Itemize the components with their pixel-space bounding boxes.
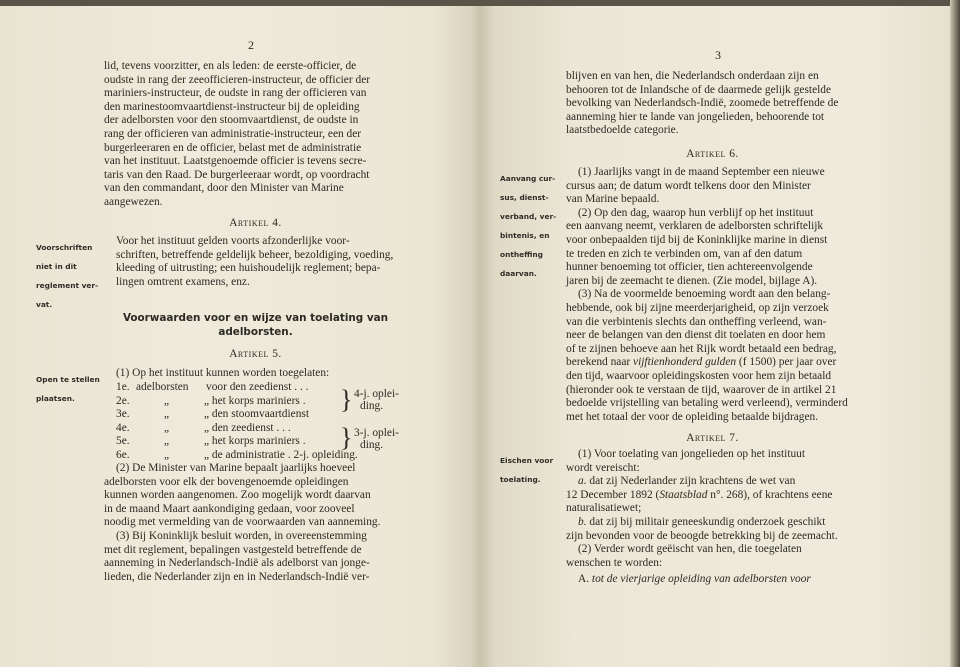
margin-note-line: plaatsen. bbox=[36, 394, 75, 404]
list-item-subject: „ bbox=[164, 394, 170, 407]
list-item-number: 5e. bbox=[116, 435, 130, 448]
text-line: den tijd, waarvoor opleidingskosten voor hem zijn betaald bbox=[566, 370, 832, 382]
text-line: aanneming in Nederlandsch-Indië als adelborst van jonge- bbox=[104, 557, 370, 570]
brace-note-line: ding. bbox=[360, 400, 384, 412]
text-line: neer de belangen van den dienst dit toelaten en door hem bbox=[566, 329, 826, 342]
list-item-subject: „ bbox=[164, 421, 170, 434]
item-letter: a. bbox=[578, 475, 587, 488]
text-line: kunnen worden aangenomen. Zoo mogelijk wordt daarvan bbox=[104, 489, 371, 502]
article-7-line bbox=[566, 489, 859, 503]
brace-note-line: 4-j. oplei- bbox=[354, 388, 399, 400]
list-item-subject: adelborsten bbox=[136, 381, 189, 393]
text-span: berekend naar bbox=[566, 356, 634, 368]
article-6-heading: Artikel 6. bbox=[686, 148, 739, 160]
text-line: aanneming hier te lande van jongelieden, behoorende tot bbox=[566, 110, 825, 123]
margin-note-line: Voorschriften bbox=[36, 243, 93, 253]
margin-note-line: toelating. bbox=[500, 475, 541, 485]
text-line: laatstbedoelde categorie. bbox=[566, 124, 679, 137]
margin-note-line: bintenis, en bbox=[500, 231, 550, 241]
brace-note-line: 3-j. oplei- bbox=[354, 427, 399, 439]
section-heading bbox=[104, 311, 407, 339]
margin-note-line: reglement ver- bbox=[36, 281, 99, 291]
brace-symbol: } bbox=[340, 385, 353, 414]
text-line: of te zijnen behoeve aan het Rijk wordt betaald een bedrag, bbox=[566, 342, 837, 355]
text-line: van Marine bepaald. bbox=[566, 193, 660, 206]
text-line: lid, tevens voorzitter, en als leden: de eerste-officier, de bbox=[104, 60, 357, 72]
list-item-service: „ den stoomvaartdienst bbox=[204, 408, 310, 421]
text-line: rang der officieren van administratie-instructeur, een der bbox=[104, 127, 362, 140]
italic-amount: vijftienhonderd gulden bbox=[633, 356, 737, 368]
brace-note-4j bbox=[354, 388, 414, 412]
page-number: 3 bbox=[715, 48, 721, 62]
text-line: lieden, die Nederlander zijn en in Nederlandsch-Indië ver- bbox=[104, 570, 370, 583]
article-7-line: wordt vereischt: bbox=[566, 461, 640, 474]
article-7-line: (1) Voor toelating van jongelieden op het instituut bbox=[578, 448, 806, 460]
brace-note-3j bbox=[354, 427, 414, 451]
text-line: cursus aan; de datum wordt telkens door den Minister bbox=[566, 179, 811, 192]
article-7-heading: Artikel 7. bbox=[686, 432, 739, 444]
article-7-line bbox=[566, 475, 859, 489]
text-span: A. bbox=[578, 573, 592, 586]
italic-clause: tot de vierjarige opleiding van adelborsten voor bbox=[591, 573, 811, 586]
list-item-subject: „ bbox=[164, 435, 170, 448]
article-5-heading: Artikel 5. bbox=[229, 348, 282, 360]
margin-note-line: vat. bbox=[36, 300, 53, 310]
text-line: (1) Jaarlijks vangt in de maand September een nieuwe bbox=[578, 166, 825, 178]
text-span: dat zij Nederlander zijn krachtens de wet van bbox=[586, 475, 796, 488]
article-6-line-amount bbox=[566, 356, 859, 370]
list-item-service: „ de administratie . 2-j. opleiding. bbox=[204, 448, 358, 461]
margin-note-line: niet in dit bbox=[36, 262, 77, 272]
list-item-service: voor den zeedienst . . . bbox=[206, 381, 309, 393]
margin-note-line: ontheffing bbox=[500, 249, 543, 259]
brace-symbol: } bbox=[340, 423, 353, 452]
list-item-service: „ het korps mariniers . bbox=[204, 394, 306, 407]
text-span: (f 1500) per jaar over bbox=[736, 356, 837, 368]
article-5-margin-note bbox=[36, 367, 100, 412]
text-line: jaren bij de zeemacht te dienen. (Zie model, bijlage A). bbox=[566, 274, 818, 287]
text-line: (2) De Minister van Marine bepaalt jaarlijks hoeveel bbox=[116, 462, 356, 474]
list-item-service: „ den zeedienst . . . bbox=[204, 421, 291, 434]
list-item-service: „ het korps mariniers . bbox=[204, 435, 306, 448]
article-5-intro-line: (1) Op het instituut kunnen worden toegelaten: bbox=[116, 367, 330, 379]
text-line: der adelborsten voor den stoomvaartdienst, de oudste in bbox=[104, 114, 359, 127]
text-span: 12 December 1892 ( bbox=[566, 488, 660, 501]
article-7-line bbox=[566, 516, 859, 530]
text-line: lingen omtrent examens, enz. bbox=[116, 275, 250, 288]
article-7-line: naturalisatiewet; bbox=[566, 502, 642, 515]
text-line: bedoelde vrijstelling van betaling werd verleend), verminderd bbox=[566, 397, 848, 410]
article-7-line bbox=[566, 573, 859, 587]
text-line: (3) Bij Koninklijk besluit worden, in overeenstemming bbox=[116, 529, 367, 542]
text-line: hunner benoeming tot officier, tien achtereenvolgende bbox=[566, 261, 813, 274]
article-4-margin-note bbox=[36, 235, 100, 318]
text-line: aangewezen. bbox=[104, 195, 163, 208]
article-6-tail bbox=[566, 370, 859, 424]
text-line: (3) Na de voormelde benoeming wordt aan den belang- bbox=[578, 288, 831, 301]
text-line: Voor het instituut gelden voorts afzonderlijke voor- bbox=[116, 235, 350, 247]
text-line: in de maand Maart aankondiging gedaan, voor zooveel bbox=[104, 502, 355, 515]
section-heading-line: Voorwaarden voor en wijze van toelating van bbox=[122, 312, 389, 324]
list-item-number: 3e. bbox=[116, 408, 130, 421]
list-item bbox=[104, 449, 407, 463]
section-heading-line: adelborsten. bbox=[218, 326, 293, 338]
text-line: noodig met vermelding van de voorwaarden van aanneming. bbox=[104, 516, 381, 529]
text-line: (hieronder ook te verstaan de tijd, waarover de in artikel 21 bbox=[566, 383, 837, 396]
text-line: mariniers-instructeur, de oudste in rang der officieren van bbox=[104, 87, 367, 100]
text-line: van die verbintenis slechts dan ontheffing verleend, wan- bbox=[566, 315, 827, 328]
article-4-heading: Artikel 4. bbox=[229, 217, 282, 229]
text-line: bevolking van Nederlandsch-Indië, zoomede betreffende de bbox=[566, 97, 839, 110]
item-letter: b. bbox=[578, 515, 587, 528]
text-line: een aanvang neemt, verklaren de adelborsten schriftelijk bbox=[566, 220, 824, 233]
text-line: te treden en zich te verbinden om, van af den datum bbox=[566, 247, 803, 260]
text-line: kleeding of uitrusting; een huishoudelijk reglement; bepa- bbox=[116, 262, 381, 275]
article-5-continued bbox=[104, 462, 407, 584]
article-7-line: (2) Verder wordt geëischt van hen, die toegelaten bbox=[578, 543, 802, 556]
text-line: adelborsten voor elk der bovengenoemde opleidingen bbox=[104, 475, 349, 488]
list-item-subject: „ bbox=[164, 408, 170, 421]
left-intro-paragraph bbox=[104, 60, 407, 210]
article-6-amount-line bbox=[566, 356, 859, 370]
text-line: hebbende, ook bij zijne meerderjarigheid, op zijn verzoek bbox=[566, 301, 829, 314]
margin-note-line: daarvan. bbox=[500, 268, 537, 278]
text-line: blijven en van hen, die Nederlandsch onderdaan zijn en bbox=[566, 70, 819, 82]
article-7-line: zijn bevonden voor de beoogde betrekking bij de zeemacht. bbox=[566, 529, 838, 542]
text-line: behooren tot de Inlandsche of de daarmede gelijk gestelde bbox=[566, 83, 832, 96]
margin-note-line: verband, ver- bbox=[500, 212, 557, 222]
list-item-number: 6e. bbox=[116, 448, 130, 461]
right-intro-paragraph bbox=[566, 70, 859, 138]
list-item-number: 4e. bbox=[116, 421, 130, 434]
text-line: voor onbepaalden tijd bij de Koninklijke marine in dienst bbox=[566, 233, 828, 246]
article-5-intro bbox=[104, 367, 407, 381]
text-line: met dit reglement, bepalingen vastgesteld betreffende de bbox=[104, 543, 362, 556]
text-line: schriften, betreffende geldelijk beheer, bezoldiging, voeding, bbox=[116, 248, 394, 261]
text-line: den marinestoomvaartdienst-instructeur bij de opleiding bbox=[104, 100, 360, 113]
text-line: met het totaal der voor de opleiding betaalde bijdragen. bbox=[566, 410, 819, 423]
left-page bbox=[0, 0, 470, 667]
italic-staatsblad: Staatsblad bbox=[659, 488, 708, 501]
article-7-text bbox=[566, 448, 859, 587]
article-6-margin-note bbox=[500, 166, 562, 287]
text-line: burgerleeraren en de officier, belast met de administratie bbox=[104, 141, 362, 154]
article-7-margin-note bbox=[500, 448, 562, 493]
text-line: oudste in rang der zeeofficieren-instructeur, de officier der bbox=[104, 73, 371, 86]
margin-note-line: sus, dienst- bbox=[500, 193, 549, 203]
article-6-text bbox=[566, 166, 859, 356]
margin-note-line: Aanvang cur- bbox=[500, 174, 556, 184]
list-item-subject: „ bbox=[164, 448, 170, 461]
list-item-number: 2e. bbox=[116, 394, 130, 407]
scan-right-edge bbox=[950, 0, 960, 667]
text-span: dat zij bij militair geneeskundig onderzoek geschikt bbox=[586, 515, 826, 528]
text-line: taris van den Raad. De burgerleeraar wordt, op voordracht bbox=[104, 168, 370, 181]
right-page bbox=[480, 0, 950, 667]
text-line: (2) Op den dag, waarop hun verblijf op het instituut bbox=[578, 206, 814, 219]
page-number: 2 bbox=[248, 38, 254, 52]
article-4-text bbox=[104, 235, 407, 289]
brace-note-line: ding. bbox=[360, 439, 384, 451]
text-line: van het instituut. Laatstgenoemde officier is tevens secre- bbox=[104, 155, 367, 168]
text-line: van den commandant, door den Minister van Marine bbox=[104, 182, 344, 195]
margin-note-line: Eischen voor bbox=[500, 456, 554, 466]
text-span: n°. 268), of krachtens eene bbox=[707, 488, 833, 501]
margin-note-line: Open te stellen bbox=[36, 375, 100, 385]
article-7-line: wenschen te worden: bbox=[566, 556, 663, 569]
list-item-number: 1e. bbox=[116, 381, 130, 393]
